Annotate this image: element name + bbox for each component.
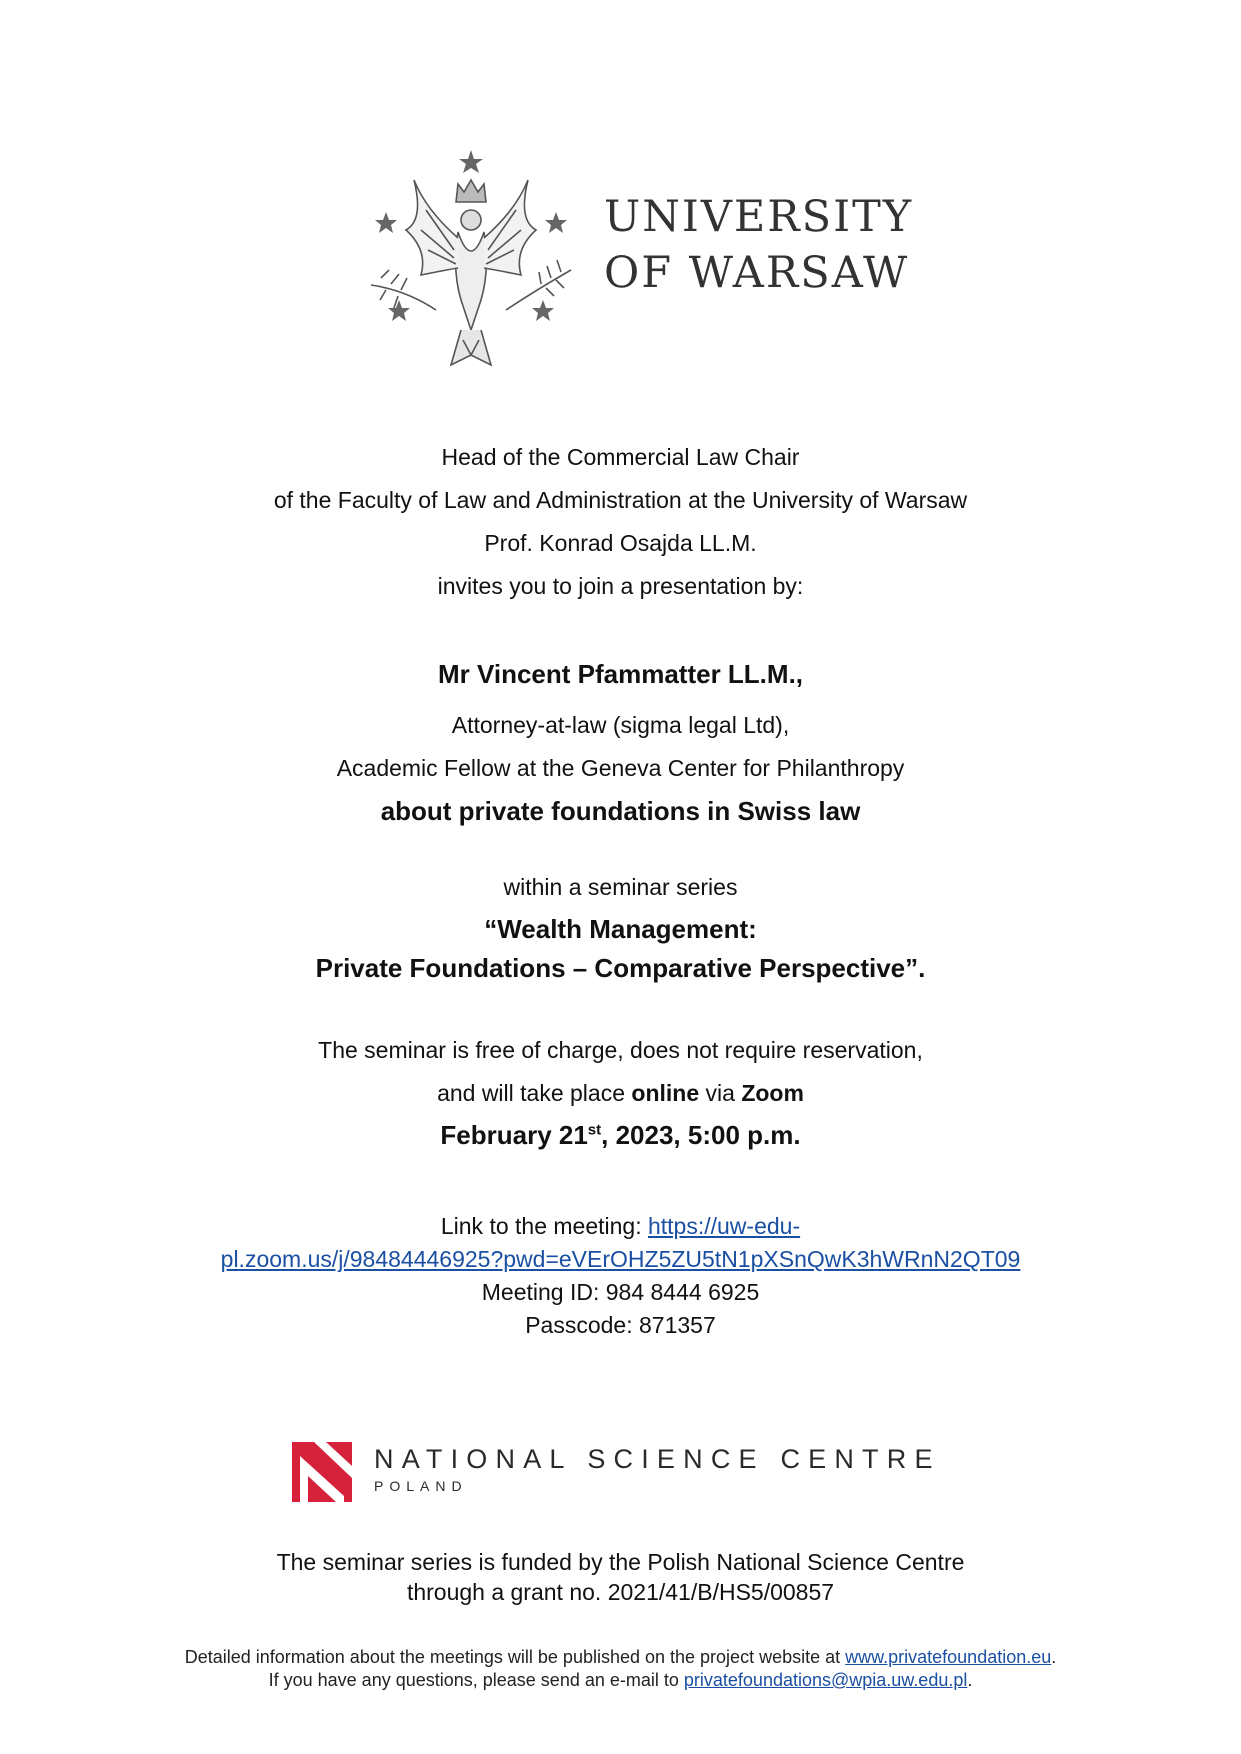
nsc-logo-main: NATIONAL SCIENCE CENTRE xyxy=(374,1444,941,1474)
footer-line2-end: . xyxy=(967,1670,973,1690)
presentation-topic: about private foundations in Swiss law xyxy=(380,796,861,826)
footer-line2 xyxy=(0,1670,1241,1691)
eagle-emblem-icon xyxy=(366,150,576,382)
project-website-link[interactable]: www.privatefoundation.eu xyxy=(845,1647,1052,1667)
details-line2-prefix: and will take place xyxy=(437,1080,632,1106)
meeting-link-line1 xyxy=(0,1213,1241,1240)
footer-line1-end: . xyxy=(1051,1647,1057,1667)
series-intro: within a seminar series xyxy=(503,874,738,900)
funding-line2: through a grant no. 2021/41/B/HS5/00857 xyxy=(406,1579,835,1605)
host-name: Prof. Konrad Osajda LL.M. xyxy=(484,530,757,556)
meeting-id: Meeting ID: 984 8444 6925 xyxy=(481,1279,760,1305)
footer-line2-text: If you have any questions, please send an e-mail to xyxy=(268,1670,684,1690)
event-date-day: February 21 xyxy=(440,1120,588,1150)
series-title-line1: “Wealth Management: xyxy=(484,914,757,944)
meeting-link-line2 xyxy=(0,1246,1241,1273)
contact-email-link[interactable]: privatefoundations@wpia.uw.edu.pl xyxy=(683,1670,968,1690)
host-line2: of the Faculty of Law and Administration at the University of Warsaw xyxy=(273,487,968,513)
details-line2 xyxy=(0,1080,1241,1107)
speaker-name: Mr Vincent Pfammatter LL.M., xyxy=(437,659,804,689)
event-date xyxy=(0,1120,1241,1151)
university-of-warsaw-logo xyxy=(366,150,914,382)
meeting-passcode: Passcode: 871357 xyxy=(525,1312,716,1338)
university-logo-line2: OF WARSAW xyxy=(604,248,910,298)
meeting-link-label: Link to the meeting: xyxy=(440,1213,648,1239)
ncn-mark-icon xyxy=(292,1442,352,1502)
national-science-centre-logo xyxy=(292,1442,972,1506)
meeting-link-part2[interactable]: pl.zoom.us/j/98484446925?pwd=eVErOHZ5ZU5tN1pXSnQwK3hWRnN2QT09 xyxy=(220,1246,1021,1272)
online-label: online xyxy=(631,1080,700,1106)
zoom-label: Zoom xyxy=(741,1080,804,1106)
footer-line1-text: Detailed information about the meetings will be published on the project website at xyxy=(184,1647,846,1667)
meeting-link-part1[interactable]: https://uw-edu- xyxy=(647,1213,801,1239)
speaker-role-2: Academic Fellow at the Geneva Center for Philanthropy xyxy=(336,755,905,781)
nsc-logo-sub: POLAND xyxy=(374,1478,468,1494)
event-date-suffix: st xyxy=(587,1121,602,1139)
funding-line1: The seminar series is funded by the Polish National Science Centre xyxy=(276,1549,965,1575)
host-invitation: invites you to join a presentation by: xyxy=(437,573,804,599)
series-title-line2: Private Foundations – Comparative Perspective”. xyxy=(315,953,926,983)
details-line1: The seminar is free of charge, does not require reservation, xyxy=(318,1037,923,1063)
university-logo-line1: UNIVERSITY xyxy=(604,192,914,242)
details-line2-via: via xyxy=(699,1080,742,1106)
speaker-role-1: Attorney-at-law (sigma legal Ltd), xyxy=(451,712,790,738)
event-date-time: , 2023, 5:00 p.m. xyxy=(601,1120,801,1150)
footer-line1 xyxy=(0,1647,1241,1668)
host-line1: Head of the Commercial Law Chair xyxy=(441,444,800,470)
